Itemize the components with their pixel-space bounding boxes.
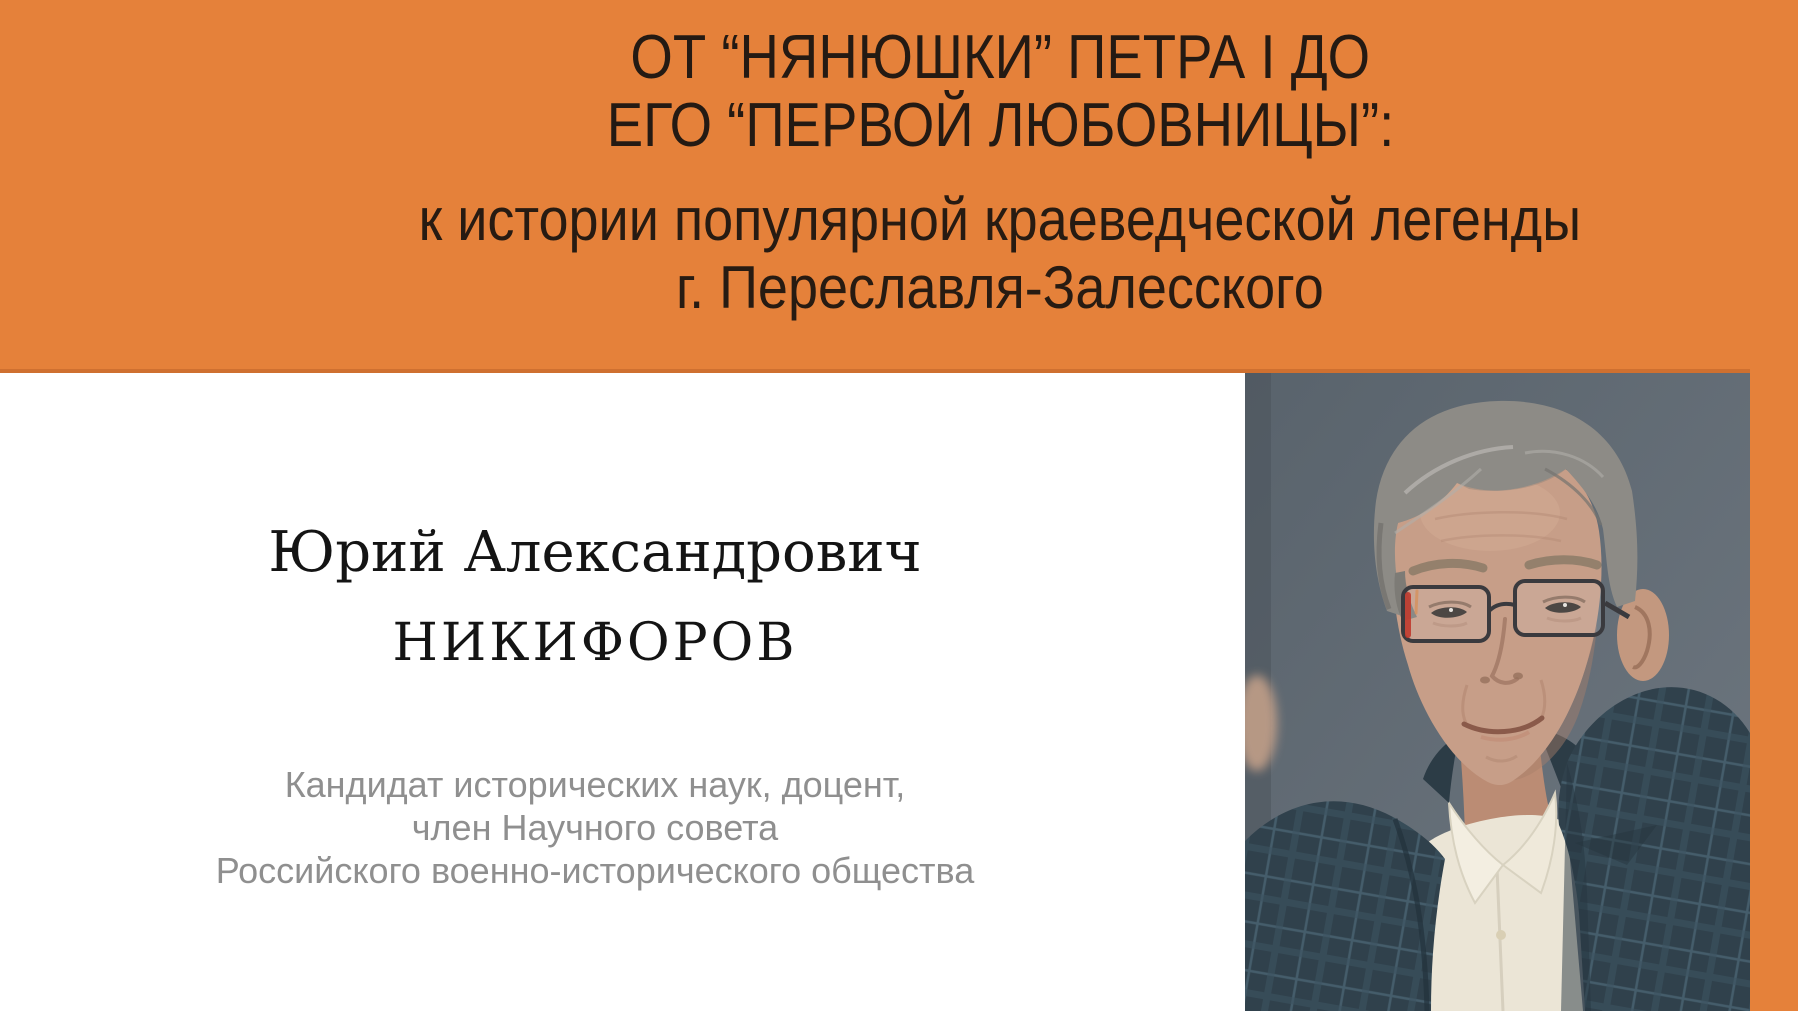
slide-title-line-1: ОТ “НЯНЮШКИ” ПЕТРА I ДО [630, 23, 1370, 92]
slide-title-line-2: ЕГО “ПЕРВОЙ ЛЮБОВНИЦЫ”: [606, 91, 1394, 160]
title-banner [0, 0, 1798, 373]
speaker-block [0, 373, 1190, 892]
banner-text-block [200, 0, 1798, 322]
slide-subtitle [200, 186, 1798, 322]
speaker-portrait-illustration [1245, 373, 1750, 1011]
slide-subtitle-line-1: к истории популярной краеведческой легенды [418, 186, 1582, 253]
speaker-credentials [0, 763, 1190, 892]
speaker-photo [1245, 373, 1750, 1011]
credentials-line: Российского военно-исторического общества [215, 850, 975, 891]
speaker-surname: НИКИФОРОВ [392, 613, 798, 673]
speaker-name: Юрий Александрович [268, 520, 922, 585]
slide-subtitle-line-2: г. Переславля-Залесского [676, 254, 1324, 321]
credentials-line: член Научного совета [411, 807, 779, 848]
credentials-line: Кандидат исторических наук, доцент, [284, 764, 906, 805]
